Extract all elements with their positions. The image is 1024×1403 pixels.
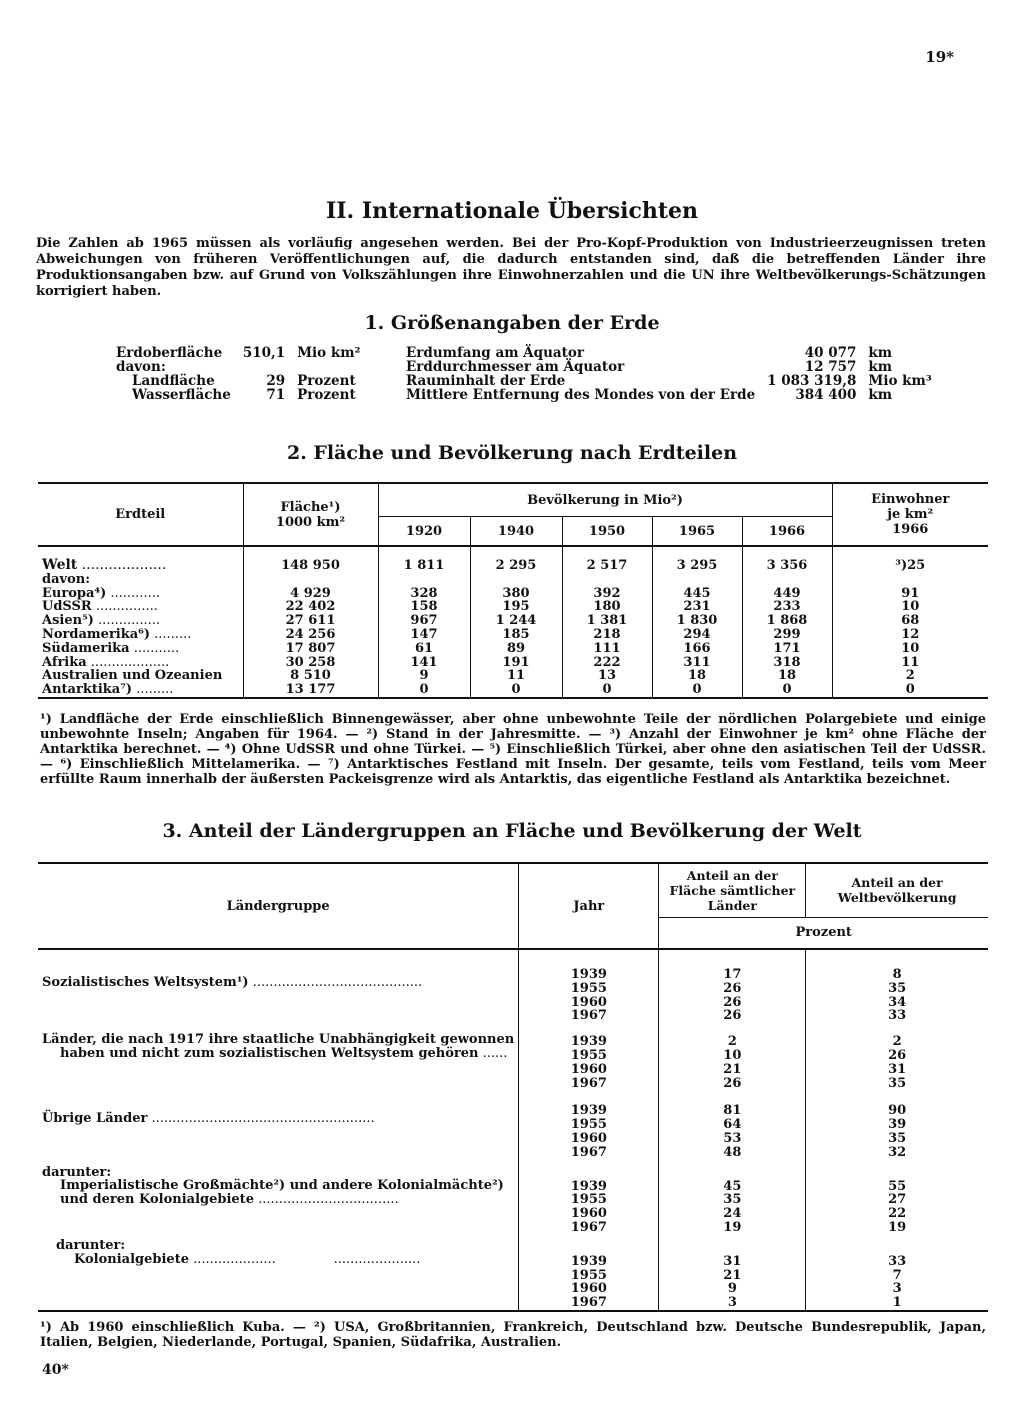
label-erdoberflaeche: Erdoberfläche	[116, 345, 223, 361]
row-name: Afrika	[42, 654, 87, 670]
header-prozent: Prozent	[659, 917, 988, 949]
cell: 191	[470, 656, 562, 670]
value: 90	[888, 1103, 907, 1119]
cell: 0	[470, 683, 562, 698]
cell: 1 868	[766, 613, 808, 629]
cell: 0	[832, 683, 988, 698]
main-title: II. Internationale Übersichten	[325, 198, 699, 224]
header-laendergruppe: Ländergruppe	[38, 863, 519, 949]
earth-dimensions-left-table	[110, 346, 366, 402]
cell: 3 356	[766, 558, 808, 573]
year: 1955	[570, 1117, 607, 1133]
group-label-line: Kolonialgebiete	[74, 1251, 189, 1267]
cell: 0	[562, 683, 652, 698]
flaeche-cells	[659, 1023, 806, 1090]
value: 2	[892, 1034, 902, 1050]
year: 1967	[570, 1008, 607, 1024]
cell: 180	[562, 600, 652, 614]
cell: 1 830	[652, 614, 742, 628]
header-einwohner-3: 1966	[892, 522, 929, 537]
group-label-line: darunter:	[56, 1237, 126, 1253]
section1-title: 1. Größenangaben der Erde	[364, 312, 660, 334]
header-flaeche-unit: 1000 km²	[275, 514, 346, 530]
value: 17	[723, 967, 742, 982]
cell: 158	[378, 600, 470, 614]
value: 35	[723, 1192, 742, 1208]
year: 1967	[570, 1295, 607, 1311]
cell: 0	[652, 683, 742, 698]
cell: 147	[378, 628, 470, 642]
year: 1967	[570, 1144, 607, 1160]
header-anteil-bevoelkerung: Anteil an der Weltbevölkerung	[837, 875, 957, 906]
year-1950: 1950	[562, 517, 652, 547]
cell: 1 244	[470, 614, 562, 628]
table-row	[38, 600, 988, 614]
cell: 68	[832, 614, 988, 628]
value: 35	[888, 1075, 907, 1091]
unit: km	[868, 359, 893, 375]
value: 64	[723, 1117, 742, 1133]
table-row	[38, 587, 988, 601]
cell: 195	[470, 600, 562, 614]
value: 81	[723, 1103, 742, 1119]
value: 8	[892, 967, 902, 982]
cell: 1 811	[378, 546, 470, 573]
year: 1939	[570, 1103, 607, 1119]
cell: 171	[773, 640, 801, 656]
year: 1955	[570, 980, 607, 996]
value: 26	[723, 1075, 742, 1091]
cell: 10	[832, 642, 988, 656]
cell: 9	[378, 669, 470, 683]
cell: 4 929	[243, 587, 378, 601]
cell: 299	[773, 626, 801, 642]
group-row	[38, 1090, 988, 1159]
year-cells	[519, 1023, 659, 1090]
bev-cells	[806, 1090, 988, 1159]
label-davon: davon:	[116, 359, 166, 375]
row-name: Asien⁵)	[42, 613, 94, 629]
label: Erddurchmesser am Äquator	[406, 359, 625, 375]
row-label: Südamerika ...........	[38, 642, 243, 656]
value: 39	[888, 1117, 907, 1133]
value: 3	[727, 1295, 737, 1311]
value: 33	[888, 1253, 907, 1269]
value: 510,1	[242, 345, 286, 361]
bev-cells	[806, 1023, 988, 1090]
unit: Prozent	[297, 387, 356, 403]
value: 26	[723, 980, 742, 996]
label: Erdumfang am Äquator	[406, 345, 585, 361]
header-flaeche	[243, 483, 378, 546]
value: 21	[723, 1267, 742, 1283]
cell: 18	[652, 669, 742, 683]
row-label: Asien⁵) ...............	[38, 614, 243, 628]
header-einwohner	[832, 483, 988, 546]
value: 26	[723, 1008, 742, 1024]
cell: 2 517	[562, 546, 652, 573]
cell: 18	[777, 668, 797, 684]
value: 40 077	[804, 345, 857, 361]
year-cells	[519, 1090, 659, 1159]
year: 1939	[570, 1253, 607, 1269]
unit: km	[868, 387, 893, 403]
country-groups-table	[38, 862, 988, 1312]
cell: 2	[832, 669, 988, 683]
header-flaeche-label: Fläche¹)	[280, 499, 341, 515]
bev-cells	[806, 1235, 988, 1311]
value: 71	[266, 387, 286, 403]
cell: 27 611	[243, 614, 378, 628]
value: 32	[888, 1144, 907, 1160]
flaeche-cells	[659, 1160, 806, 1235]
label-landflaeche: Landfläche	[132, 373, 215, 389]
cell: 22 402	[243, 600, 378, 614]
year: 1939	[570, 1178, 607, 1194]
year-1920: 1920	[378, 517, 470, 547]
group-label-line: darunter:	[42, 1164, 112, 1180]
header-erdteil: Erdteil	[38, 483, 243, 546]
cell: 218	[562, 628, 652, 642]
cell: 2 295	[470, 546, 562, 573]
cell: 61	[378, 642, 470, 656]
cell: 1 381	[562, 614, 652, 628]
cell: 13	[562, 669, 652, 683]
cell: 24 256	[243, 628, 378, 642]
cell: 17 807	[243, 642, 378, 656]
cell: 3 295	[652, 546, 742, 573]
group-label-line: und deren Kolonialgebiete	[60, 1192, 254, 1208]
value: 9	[727, 1281, 737, 1297]
row-name: Nordamerika⁶)	[42, 626, 151, 642]
value: 24	[723, 1206, 742, 1222]
bev-cells	[806, 1160, 988, 1235]
value: 26	[723, 994, 742, 1010]
group-row	[38, 960, 988, 1023]
unit: km	[868, 345, 893, 361]
value: 35	[888, 980, 907, 996]
continents-table	[38, 482, 988, 699]
year: 1960	[570, 1206, 607, 1222]
year: 1955	[570, 1047, 607, 1063]
row-label: UdSSR ...............	[38, 600, 243, 614]
cell: 30 258	[243, 656, 378, 670]
year-cells	[519, 1235, 659, 1311]
year-cells	[519, 960, 659, 1023]
cell: 967	[378, 614, 470, 628]
year: 1967	[570, 1075, 607, 1091]
row-label: Afrika ...................	[38, 656, 243, 670]
year: 1939	[570, 1034, 607, 1050]
earth-dimensions-right-table	[400, 346, 938, 402]
cell: 0	[378, 683, 470, 698]
label: Mittlere Entfernung des Mondes von der Erde	[406, 387, 756, 403]
value: 29	[266, 373, 286, 389]
cell: 445	[652, 587, 742, 601]
cell: 111	[562, 642, 652, 656]
row-label: Europa⁴) ............	[38, 587, 243, 601]
cell: 11	[832, 656, 988, 670]
unit: Mio km²	[297, 345, 361, 361]
value: 34	[888, 994, 907, 1010]
value: 21	[723, 1061, 742, 1077]
intro-paragraph: Die Zahlen ab 1965 müssen als vorläufig angesehen werden. Bei der Pro-Kopf-Produktion von Industrieerzeugnissen treten Abweichungen von früheren Veröffentlichungen auf, die dadurch entstanden sind, daß die betreffenden Länder ihre Produktionsangaben bzw. auf Grund von Volkszählungen ihre Einwohnerzahlen und die UN ihre Weltbevölkerungs-Schätzungen korrigiert haben.	[36, 236, 986, 299]
group-label: Sozialistisches Weltsystem¹) .........................................	[38, 960, 519, 1023]
value: 22	[888, 1206, 907, 1222]
value: 45	[723, 1178, 742, 1194]
cell: 185	[470, 628, 562, 642]
group-row	[38, 1023, 988, 1090]
flaeche-cells	[659, 1235, 806, 1311]
value: 12 757	[804, 359, 857, 375]
page-number-bottom: 40*	[42, 1362, 69, 1378]
header-einwohner-2: je km²	[887, 507, 934, 522]
year-1940: 1940	[470, 517, 562, 547]
cell: 141	[378, 656, 470, 670]
year-1965: 1965	[652, 517, 742, 547]
year: 1955	[570, 1192, 607, 1208]
group-row	[38, 1160, 988, 1235]
label-wasserflaeche: Wasserfläche	[132, 387, 231, 403]
cell: 148 950	[243, 546, 378, 573]
group-label-line: Übrige Länder	[42, 1111, 148, 1127]
table-row	[38, 628, 988, 642]
value: 31	[888, 1061, 907, 1077]
table-row	[38, 669, 988, 683]
cell: 8 510	[243, 669, 378, 683]
value: 33	[888, 1008, 907, 1024]
cell: 13 177	[243, 683, 378, 698]
cell: 328	[378, 587, 470, 601]
cell: 318	[773, 654, 801, 670]
year: 1967	[570, 1219, 607, 1235]
davon-label: davon:	[38, 573, 243, 587]
group-label: darunter: Imperialistische Großmächte²) und andere Kolonialmächte²) und deren Kolonialgebiete ..................................	[38, 1160, 519, 1235]
value: 1 083 319,8	[767, 373, 857, 389]
cell: 12	[832, 628, 988, 642]
cell: 0	[782, 682, 792, 698]
table-row	[38, 642, 988, 656]
group-label-line: Länder, die nach 1917 ihre staatliche Unabhängigkeit gewonnen	[42, 1032, 515, 1048]
value: 19	[723, 1219, 742, 1235]
value: 48	[723, 1144, 742, 1160]
section2-footnote: ¹) Landfläche der Erde einschließlich Binnengewässer, aber ohne unbewohnte Teile der nördlichen Polargebiete und einige unbewohnte Inseln; Angaben für 1964. — ²) Stand in der Jahresmitte. — ³) Anzahl der Einwohner je km² ohne Fläche der Antarktika berechnet. — ⁴) Ohne UdSSR und ohne Türkei. — ⁵) Einschließlich Türkei, aber ohne den asiatischen Teil der UdSSR. — ⁶) Einschließlich Mittelamerika. — ⁷) Antarktisches Festland mit Inseln. Der gesamte, teils vom Festland, teils vom Meer erfüllte Raum innerhalb der äußersten Packeisgrenze wird als Antarktis, das eigentliche Festland als Antarktika bezeichnet.	[40, 712, 986, 787]
unit: Prozent	[297, 373, 356, 389]
cell: 222	[562, 656, 652, 670]
group-label-line: Sozialistisches Weltsystem¹)	[42, 975, 249, 990]
group-label-line: Imperialistische Großmächte²) und andere Kolonialmächte²)	[60, 1178, 504, 1194]
flaeche-cells	[659, 1090, 806, 1159]
cell: ³)25	[832, 546, 988, 573]
value: 27	[888, 1192, 907, 1208]
header-anteil-flaeche: Anteil an der Fläche sämtlicher Länder	[659, 863, 806, 917]
value: 7	[892, 1267, 902, 1283]
group-label: Übrige Länder ......................................................	[38, 1090, 519, 1159]
cell: 380	[470, 587, 562, 601]
table-row	[38, 546, 988, 573]
row-label: Welt ...................	[38, 546, 243, 573]
cell: 91	[832, 587, 988, 601]
row-name: Südamerika	[42, 640, 130, 656]
row-name: Europa⁴)	[42, 585, 107, 601]
year: 1960	[570, 1061, 607, 1077]
group-label-line: haben und nicht zum sozialistischen Weltsystem gehören	[60, 1045, 479, 1061]
bev-cells	[806, 960, 988, 1023]
year-cells	[519, 1160, 659, 1235]
flaeche-cells	[659, 960, 806, 1023]
section3-footnote: ¹) Ab 1960 einschließlich Kuba. — ²) USA, Großbritannien, Frankreich, Deutschland bzw. Deutsche Bundesrepublik, Japan, Italien, Belgien, Niederlande, Portugal, Spanien, Südafrika, Australien.	[40, 1320, 986, 1350]
row-label: Nordamerika⁶) .........	[38, 628, 243, 642]
page-number-top: 19*	[925, 48, 954, 66]
value: 1	[892, 1295, 902, 1311]
cell: 392	[562, 587, 652, 601]
header-einwohner-1: Einwohner	[871, 492, 950, 507]
row-label: Antarktika⁷) .........	[38, 683, 243, 698]
year: 1960	[570, 1130, 607, 1146]
year: 1960	[570, 994, 607, 1010]
cell: 233	[773, 599, 801, 615]
unit: Mio km³	[868, 373, 932, 389]
cell: 449	[773, 585, 801, 601]
header-bevoelkerung: Bevölkerung in Mio²)	[378, 483, 832, 517]
group-label: darunter: Kolonialgebiete .................... .....................	[38, 1235, 519, 1311]
section2-title: 2. Fläche und Bevölkerung nach Erdteilen	[286, 442, 738, 464]
row-name: Welt	[42, 557, 78, 573]
row-label	[38, 669, 243, 683]
year: 1939	[570, 967, 607, 982]
value: 35	[888, 1130, 907, 1146]
table-row	[38, 614, 988, 628]
cell: 311	[652, 656, 742, 670]
cell: 294	[652, 628, 742, 642]
header-jahr: Jahr	[519, 863, 659, 949]
section3-title: 3. Anteil der Ländergruppen an Fläche und Bevölkerung der Welt	[162, 820, 862, 842]
cell: 231	[652, 600, 742, 614]
cell: 11	[470, 669, 562, 683]
value: 2	[727, 1034, 737, 1050]
year: 1955	[570, 1267, 607, 1283]
value: 55	[888, 1178, 907, 1194]
group-row	[38, 1235, 988, 1311]
row-name: Australien und Ozeanien	[42, 668, 223, 684]
value: 19	[888, 1219, 907, 1235]
value: 31	[723, 1253, 742, 1269]
year: 1960	[570, 1281, 607, 1297]
cell: 89	[470, 642, 562, 656]
label: Rauminhalt der Erde	[406, 373, 566, 389]
row-name: UdSSR	[42, 599, 92, 615]
cell: 166	[652, 642, 742, 656]
value: 384 400	[795, 387, 857, 403]
value: 26	[888, 1047, 907, 1063]
row-name: Antarktika⁷)	[42, 682, 133, 698]
value: 53	[723, 1130, 742, 1146]
cell: 10	[832, 600, 988, 614]
group-label: Länder, die nach 1917 ihre staatliche Unabhängigkeit gewonnen haben und nicht zum sozialistischen Weltsystem gehören ......	[38, 1023, 519, 1090]
table-row	[38, 683, 988, 698]
value: 3	[892, 1281, 902, 1297]
value: 10	[723, 1047, 742, 1063]
table-row	[38, 656, 988, 670]
year-1966: 1966	[768, 523, 806, 539]
